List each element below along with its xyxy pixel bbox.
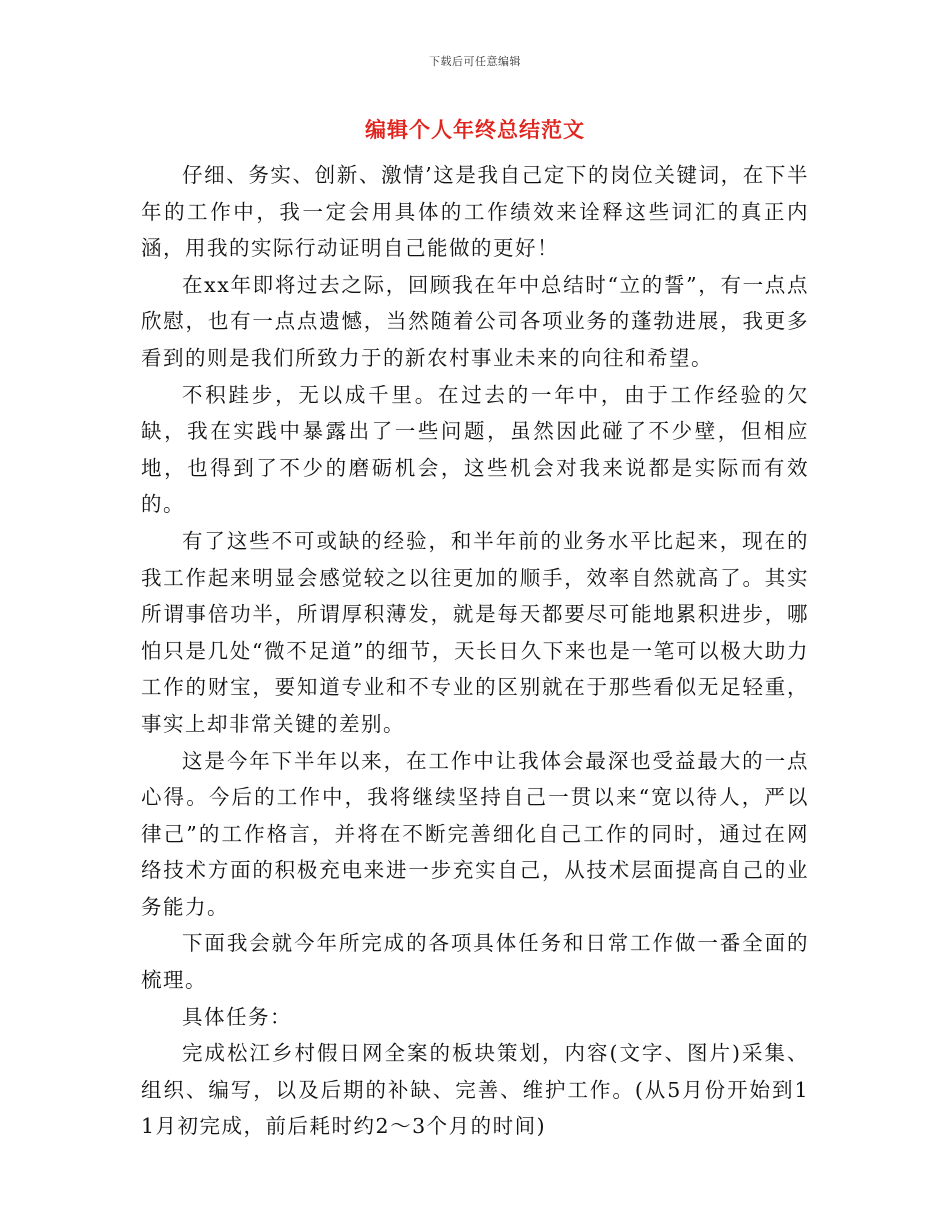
paragraph-5: 这是今年下半年以来，在工作中让我体会最深也受益最大的一点心得。今后的工作中，我将继续坚持自己一贯以来“宽以待人，严以律己”的工作格言，并将在不断完善细化自己工作的同时，通过在网络技术方面的积极充电来进一步充实自己，从技术层面提高自己的业务能力。 <box>141 748 809 919</box>
paragraph-2: 在xx年即将过去之际，回顾我在年中总结时“立的誓”，有一点点欣慰，也有一点点遗憾，当然随着公司各项业务的蓬勃进展，我更多看到的则是我们所致力于的新农村事业未来的向往和希望。 <box>141 272 809 370</box>
paragraph-4: 有了这些不可或缺的经验，和半年前的业务水平比起来，现在的我工作起来明显会感觉较之以往更加的顺手，效率自然就高了。其实所谓事倍功半，所谓厚积薄发，就是每天都要尽可能地累积进步，哪怕只是几处“微不足道”的细节，天长日久下来也是一笔可以极大助力工作的财宝，要知道专业和不专业的区别就在于那些看似无足轻重，事实上却非常关键的差别。 <box>141 528 809 736</box>
header-note: 下载后可任意编辑 <box>429 55 521 68</box>
document-title: 编辑个人年终总结范文 <box>365 117 585 142</box>
paragraph-8: 完成松江乡村假日网全案的板块策划，内容(文字、图片)采集、组织、编写，以及后期的补缺、完善、维护工作。(从5月份开始到11月初完成，前后耗时约2～3个月的时间) <box>141 1041 809 1139</box>
paragraph-1: 仔细、务实、创新、激情’这是我自己定下的岗位关键词，在下半年的工作中，我一定会用具体的工作绩效来诠释这些词汇的真正内涵，用我的实际行动证明自己能做的更好！ <box>141 163 809 261</box>
paragraph-6: 下面我会就今年所完成的各项具体任务和日常工作做一番全面的梳理。 <box>141 931 809 993</box>
paragraph-7: 具体任务： <box>182 1004 292 1029</box>
document-body <box>141 157 809 1145</box>
paragraph-3: 不积跬步，无以成千里。在过去的一年中，由于工作经验的欠缺，我在实践中暴露出了一些问题，虽然因此碰了不少壁，但相应地，也得到了不少的磨砺机会，这些机会对我来说都是实际而有效的。 <box>141 382 809 517</box>
